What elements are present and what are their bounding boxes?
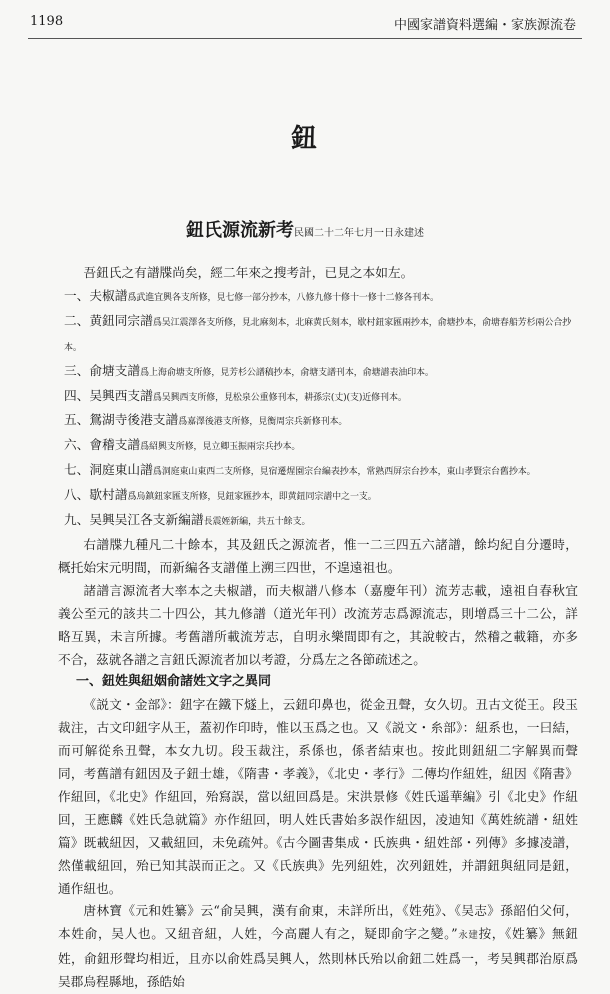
list-item <box>58 310 578 360</box>
item-label: 五、鴛湖寺後港支譜 <box>64 412 179 428</box>
item-label: 六、會稽支譜 <box>64 437 141 453</box>
section-paragraph: 《説文・金部》：鈕字在鐵下燧上，云鈕印鼻也，從金丑聲，女久切。丑古文從王。段玉裁注，古文印鈕字从王，蓋初作印時，惟以玉爲之也。又《説文・糸部》：紐系也，一曰結，而可解從糸丑聲，本女九切。段玉裁注，系係也，係者結束也。按此則鈕紐二字解異而聲同，考舊譜有鈕因及子鈕士雄，《隋書・孝義》，《北史・孝行》二傳均作紐姓，紐因《隋書》作紐回，《北史》作紐回，殆寫誤，當以紐回爲是。宋洪景修《姓氏遥華編》引《北史》作紐回，王應麟《姓氏急就篇》亦作紐回，明人姓氏書始多誤作紐因，凌迪知《萬姓統譜・紐姓篇》既載紐因，又載紐回，未免疏舛。《古今圖書集成・氏族典・紐姓部・列傳》多據凌譜，然僅載紐回，殆已知其誤而正之。又《氏族典》先列紐姓，次列鈕姓，并謂鈕與紐同是鈕，通作紐也。 <box>58 697 578 896</box>
summary-paragraph: 右譜牒九種凡二十餘本，其及鈕氏之源流者，惟一二三四五六諸譜，餘均紀自分遷時，概托始宋元明間，而新編各支譜僅上溯三四世，不遑遠祖也。 <box>58 536 578 575</box>
summary-paragraph: 諸譜言源流者大率本之夫椒譜，而夫椒譜八修本（嘉慶年刊）流芳志載，遠祖自春秋宜義公至元的該共二十四公，其九修譜（道光年刊）改流芳志爲源流志，則增爲三十二公，詳略互異，未言所據。考舊譜所載流芳志，自明永樂間即有之，其說較古，然稽之載籍，亦多不合，茲就各譜之言鈕氏源流者加以考證，分爲左之各節疏述之。 <box>58 582 578 667</box>
item-note: 長震姪新編，共五十餘支。 <box>203 517 311 528</box>
paragraph-text: 唐林寶《元和姓纂》云“俞吴興，漢有俞東，未詳所出，《姓苑》、《吴志》孫韶伯父何，本姓俞，吴人也。又紐音紐，人姓，今高麗人有之，疑即俞字之變。” <box>58 903 578 942</box>
article-title-text: 鈕氏源流新考 <box>186 220 294 241</box>
section-paragraph <box>58 900 578 994</box>
surname-heading: 鈕 <box>290 124 319 154</box>
item-note: 爲武進宜興各支所修，見七修一部分抄本，八修九修十修十一修十二修各刊本。 <box>127 292 439 303</box>
list-item <box>58 459 578 484</box>
item-label: 九、吴興吴江各支新編譜 <box>64 512 204 528</box>
page-number: 1198 <box>30 14 64 29</box>
item-note: 爲吴興西支所修，見松泉公重修刊本，耕孫宗(丈)(支)近修刊本。 <box>152 392 407 403</box>
list-item <box>58 385 578 410</box>
list-item <box>58 360 578 385</box>
item-note: 爲上海俞塘支所修，見芳杉公譜稿抄本，俞塘支譜刊本，俞塘譜表油印本。 <box>140 367 434 378</box>
item-label: 四、吴興西支譜 <box>64 387 153 403</box>
list-item <box>58 285 578 310</box>
section-heading: 一、鈕姓與紐姻俞諸姓文字之異同 <box>76 674 272 690</box>
list-item <box>58 409 578 434</box>
article-byline: 民國二十二年七月一日永建述 <box>294 228 424 239</box>
item-label: 八、歇村譜 <box>64 487 128 503</box>
item-note: 爲嘉澤後港支所修，見衡周宗兵新修刊本。 <box>178 417 348 428</box>
list-item <box>58 509 578 534</box>
item-label: 三、俞塘支譜 <box>64 362 141 378</box>
item-label: 七、洞庭東山譜 <box>64 462 153 478</box>
item-note: 爲紹興支所修，見立卿玉振兩宗兵抄本。 <box>140 442 301 453</box>
intro-paragraph: 吾鈕氏之有譜牒尚矣，經二年來之搜考計，已見之本如左。 <box>83 265 414 280</box>
item-label: 二、黄鈕同宗譜 <box>64 312 153 328</box>
list-item <box>58 434 578 459</box>
item-note: 爲吴江震澤各支所修，見北麻刻本，北麻黄氏刻本，歇村鈕家匯兩抄本，俞塘抄本，俞塘春船芳杉兩公合抄本。 <box>64 317 572 353</box>
article-title <box>0 216 610 242</box>
paragraph-text: 按，《姓纂》無鈕姓，俞鈕形聲均相近，且亦以俞姓爲吴興人，然則林氏殆以俞鈕二姓爲一，考吴興郡治原爲吴郡烏程縣地，孫皓始 <box>58 926 578 990</box>
header-rule <box>28 38 582 39</box>
genealogy-list <box>58 285 578 534</box>
article-body <box>58 262 578 994</box>
item-label: 一、夫椒譜 <box>64 287 128 303</box>
author-note: 永建 <box>457 930 479 942</box>
list-item <box>58 484 578 509</box>
running-head: 中國家譜資料選編・家族源流卷 <box>393 18 576 33</box>
item-note: 爲烏鎮鈕家匯支所修，見鈕家匯抄本，即黄鈕同宗譜中之一支。 <box>127 492 377 503</box>
item-note: 爲洞庭東山東西二支所修，見宿遷煋園宗台編表抄本，常熟西屏宗台抄本，東山孝賢宗台舊抄本。 <box>152 467 536 478</box>
